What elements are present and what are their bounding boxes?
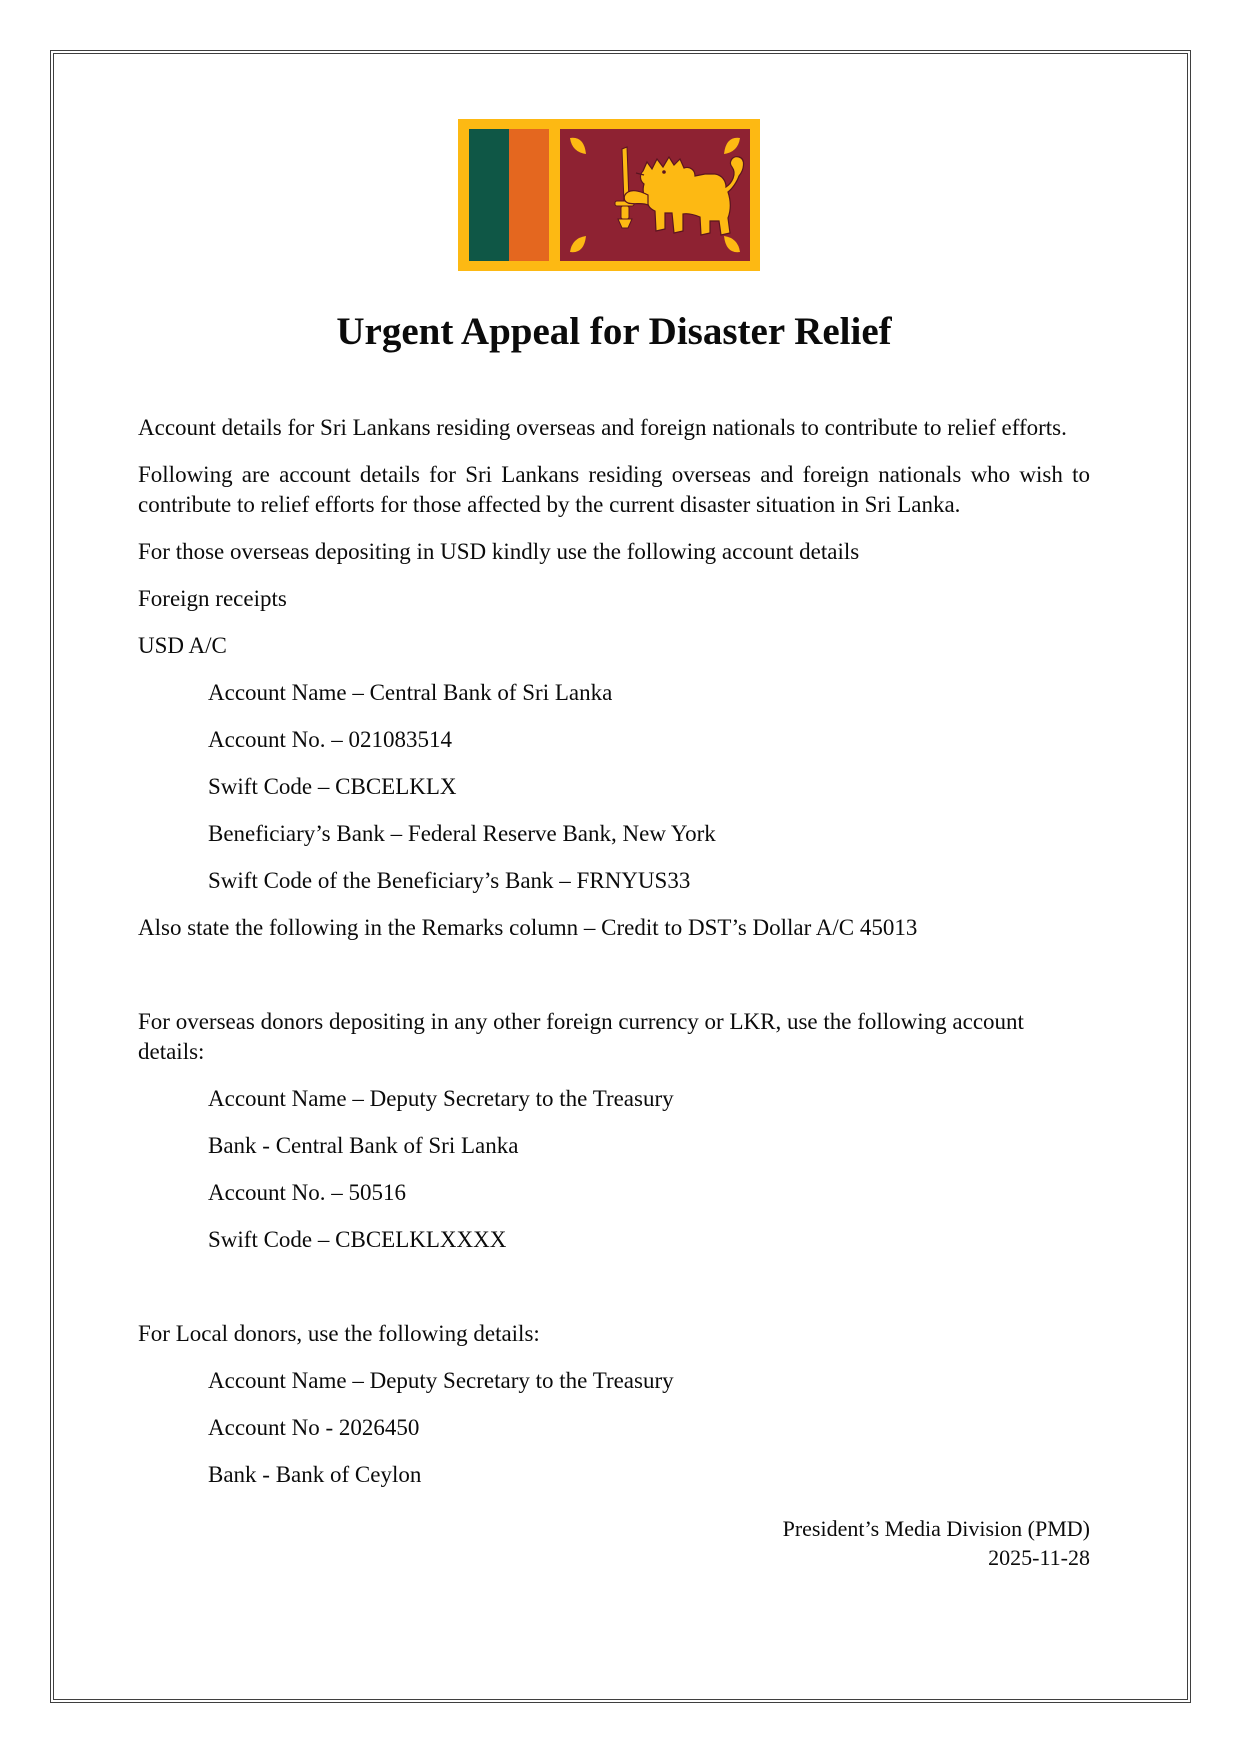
footer-date: 2025-11-28 xyxy=(988,1545,1090,1570)
lion-and-sword-emblem xyxy=(560,129,750,261)
document-page xyxy=(50,50,1191,1703)
paragraph-intro: Account details for Sri Lankans residing overseas and foreign nationals to contribute to relief efforts. xyxy=(138,415,1067,440)
paragraph-foreign-receipts: Foreign receipts xyxy=(138,586,287,611)
flag-orange-stripe xyxy=(509,129,549,261)
usd-account-name: Account Name – Central Bank of Sri Lanka xyxy=(208,680,613,705)
document-footer xyxy=(138,1514,1090,1572)
page-title: Urgent Appeal for Disaster Relief xyxy=(336,310,892,353)
sword-icon xyxy=(615,147,634,228)
paragraph-local-donors: For Local donors, use the following details: xyxy=(138,1321,540,1346)
lion-icon xyxy=(624,157,743,235)
paragraph-usd-ac: USD A/C xyxy=(138,633,227,658)
paragraph-usd-note: For those overseas depositing in USD kindly use the following account details xyxy=(138,539,860,564)
paragraph-remarks-note: Also state the following in the Remarks column – Credit to DST’s Dollar A/C 45013 xyxy=(138,915,918,940)
document-body xyxy=(138,413,1090,1490)
footer-org: President’s Media Division (PMD) xyxy=(782,1516,1090,1541)
lkr-swift-code: Swift Code – CBCELKLXXXX xyxy=(208,1227,507,1252)
paragraph-overseas-other: For overseas donors depositing in any other foreign currency or LKR, use the following account details: xyxy=(138,1009,1024,1064)
usd-beneficiary-bank: Beneficiary’s Bank – Federal Reserve Bank, New York xyxy=(208,821,716,846)
lkr-account-name: Account Name – Deputy Secretary to the Treasury xyxy=(208,1086,674,1111)
spacer xyxy=(138,1272,1090,1302)
spacer xyxy=(138,960,1090,990)
flag-lion-panel xyxy=(560,129,750,261)
lkr-bank: Bank - Central Bank of Sri Lanka xyxy=(208,1133,519,1158)
local-account-no: Account No - 2026450 xyxy=(208,1415,420,1440)
usd-swift-code: Swift Code – CBCELKLX xyxy=(208,774,457,799)
sri-lanka-flag-icon xyxy=(458,119,760,271)
local-account-name: Account Name – Deputy Secretary to the Treasury xyxy=(208,1368,674,1393)
local-bank: Bank - Bank of Ceylon xyxy=(208,1462,422,1487)
usd-account-no: Account No. – 021083514 xyxy=(208,727,453,752)
flag-stripes xyxy=(469,129,549,261)
lkr-account-no: Account No. – 50516 xyxy=(208,1180,407,1205)
usd-beneficiary-swift: Swift Code of the Beneficiary’s Bank – FRNYUS33 xyxy=(208,868,691,893)
paragraph-following: Following are account details for Sri Lankans residing overseas and foreign nationals who wish to contribute to relief efforts for those affected by the current disaster situation in Sri Lanka. xyxy=(138,462,1090,517)
flag-green-stripe xyxy=(469,129,509,261)
